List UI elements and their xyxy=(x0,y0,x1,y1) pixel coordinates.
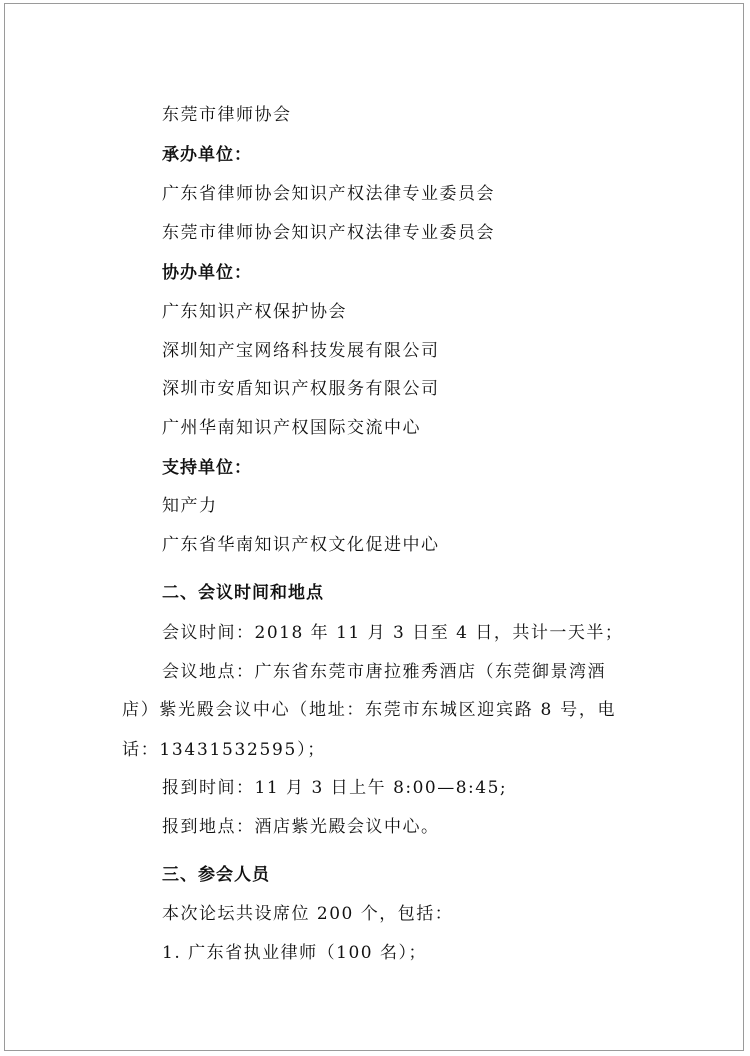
co-organizing-item: 广东知识产权保护协会 xyxy=(162,302,347,322)
meeting-place-line1: 会议地点：广东省东莞市唐拉雅秀酒店（东莞御景湾酒 xyxy=(162,662,606,682)
meeting-time: 会议时间：2018 年 11 月 3 日至 4 日，共计一天半； xyxy=(162,623,624,643)
undertaking-heading: 承办单位： xyxy=(162,145,252,165)
attendees-intro: 本次论坛共设席位 200 个，包括： xyxy=(162,904,454,924)
co-organizing-item: 广州华南知识产权国际交流中心 xyxy=(162,418,421,438)
supporting-item: 广东省华南知识产权文化促进中心 xyxy=(162,535,440,555)
organizer-line: 东莞市律师协会 xyxy=(162,105,292,125)
meeting-place-line3: 话：13431532595）； xyxy=(122,740,326,760)
meeting-place-line2: 店）紫光殿会议中心（地址：东莞市东城区迎宾路 8 号，电 xyxy=(122,700,617,720)
attendees-item: 1. 广东省执业律师（100 名）； xyxy=(162,943,427,963)
supporting-item: 知产力 xyxy=(162,496,218,516)
section-heading-attendees: 三、参会人员 xyxy=(162,865,270,885)
undertaking-item: 广东省律师协会知识产权法律专业委员会 xyxy=(162,184,495,204)
co-organizing-heading: 协办单位： xyxy=(162,263,252,283)
document-page xyxy=(4,3,744,1051)
section-heading-time-place: 二、会议时间和地点 xyxy=(162,583,324,603)
co-organizing-item: 深圳市安盾知识产权服务有限公司 xyxy=(162,379,440,399)
checkin-time: 报到时间：11 月 3 日上午 8:00—8:45; xyxy=(162,778,508,798)
supporting-heading: 支持单位： xyxy=(162,458,252,478)
undertaking-item: 东莞市律师协会知识产权法律专业委员会 xyxy=(162,223,495,243)
checkin-place: 报到地点：酒店紫光殿会议中心。 xyxy=(162,817,440,837)
co-organizing-item: 深圳知产宝网络科技发展有限公司 xyxy=(162,341,440,361)
